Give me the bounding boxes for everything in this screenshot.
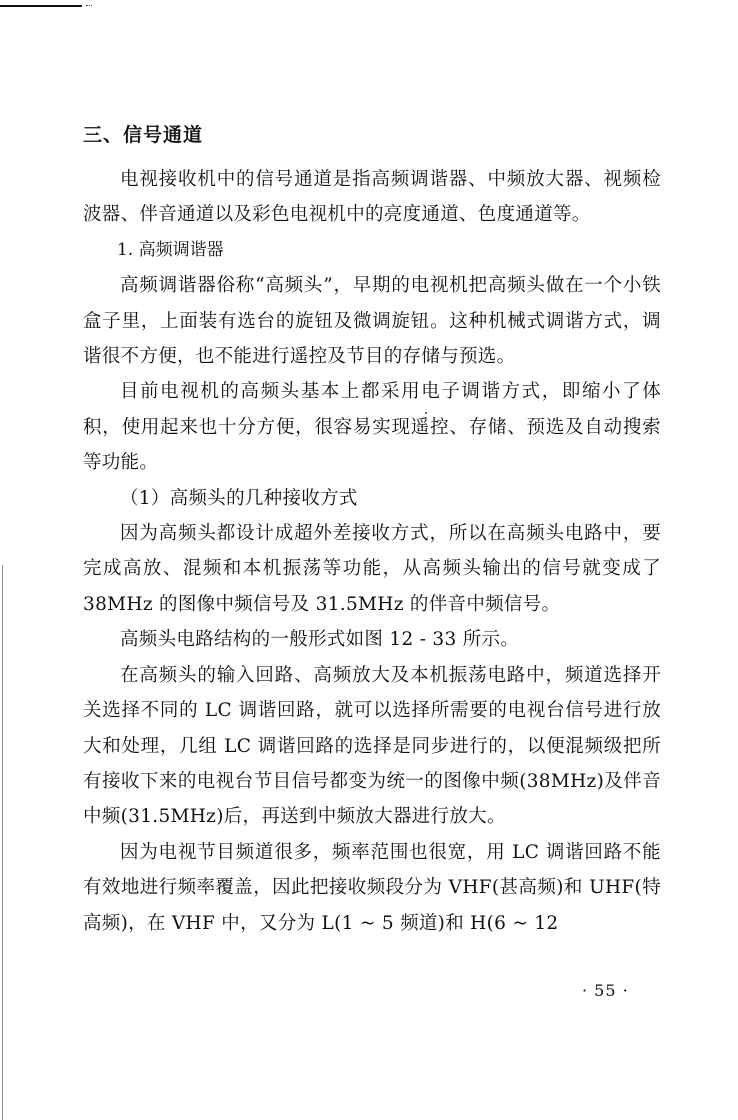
section-intro: 电视接收机中的信号通道是指高频调谐器、中频放大器、视频检波器、伴音通道以及彩色电视机中的亮度通道、色度通道等。 <box>83 169 661 226</box>
subsection-title-tuner: 1. 高频调谐器 <box>117 239 224 260</box>
section-heading: 三、信号通道 <box>83 124 204 146</box>
receive-modes-paragraph-4: 因为电视节目频道很多，频率范围也很宽，用 LC 调谐回路不能有效地进行频率覆盖，因此把接收频段分为 VHF(甚高频)和 UHF(特高频)，在 VHF 中，又分为 L(1 ~ 5 频道)和 H(6 ~ 12 <box>83 841 661 934</box>
tuner-paragraph-1: 高频调谐器俗称“高频头”，早期的电视机把高频头做在一个小铁盒子里，上面装有选台的旋钮及微调旋钮。这种机械式调谐方式，调谐很不方便，也不能进行遥控及节目的存储与预选。 <box>83 275 661 368</box>
page-number: · 55 · <box>582 981 629 1000</box>
scan-edge-mark <box>2 565 3 1120</box>
receive-modes-paragraph-3: 在高频头的输入回路、高频放大及本机振荡电路中，频道选择开关选择不同的 LC 调谐回路，就可以选择所需要的电视台信号进行放大和处理，几组 LC 调谐回路的选择是同步进行的，以便混频级把所有接收下来的电视台节目信号都变为统一的图像中频(38MHz)及伴音中频(31.5MHz)后，再送到中频放大器进行放大。 <box>83 664 661 828</box>
page-body <box>83 118 661 941</box>
receive-modes-paragraph-1: 因为高频头都设计成超外差接收方式，所以在高频头电路中，要完成高放、混频和本机振荡等功能，从高频头输出的信号就变成了 38MHz 的图像中频信号及 31.5MHz 的伴音中频信号。 <box>83 523 661 615</box>
top-rule-dots <box>86 5 92 8</box>
subsection-title-receive-modes: （1）高频头的几种接收方式 <box>120 487 358 509</box>
top-rule <box>0 5 82 7</box>
tuner-paragraph-2: 目前电视机的高频头基本上都采用电子调谐方式，即缩小了体积，使用起来也十分方便，很容易实现遥控、存储、预选及自动搜索等功能。 <box>83 381 661 474</box>
receive-modes-paragraph-2: 高频头电路结构的一般形式如图 12 - 33 所示。 <box>120 629 520 651</box>
